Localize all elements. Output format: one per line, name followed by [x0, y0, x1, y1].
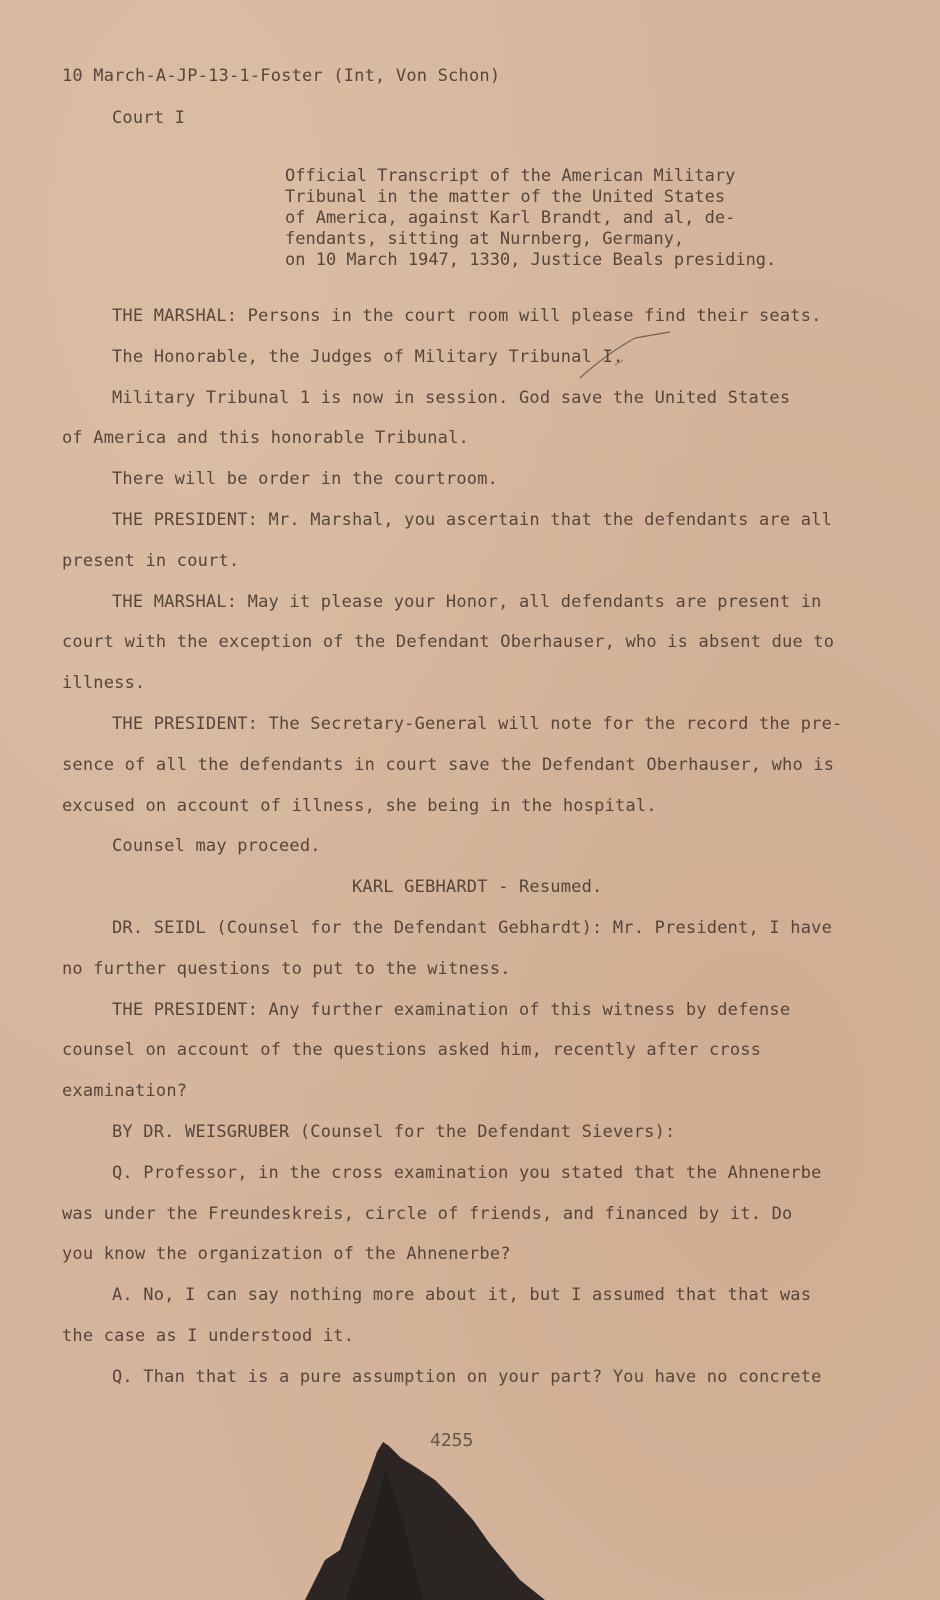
transcript-line: THE MARSHAL: May it please your Honor, all defendants are present in	[112, 592, 822, 612]
transcript-line: the case as I understood it.	[62, 1326, 355, 1346]
transcript-line: THE PRESIDENT: The Secretary-General will note for the record the pre-	[112, 714, 843, 734]
transcript-line: no further questions to put to the witness.	[62, 959, 511, 979]
page-number: 4255	[430, 1430, 474, 1451]
transcript-line: court with the exception of the Defendant Oberhauser, who is absent due to	[62, 632, 835, 652]
transcript-line: counsel on account of the questions asked him, recently after cross	[62, 1040, 762, 1060]
pencil-annotation-mark	[575, 330, 675, 390]
transcript-line: examination?	[62, 1081, 188, 1101]
transcript-line: was under the Freundeskreis, circle of friends, and financed by it. Do	[62, 1204, 793, 1224]
transcript-line: of America and this honorable Tribunal.	[62, 428, 469, 448]
transcript-line: The Honorable, the Judges of Military Tribunal I.	[112, 347, 624, 367]
transcript-line: BY DR. WEISGRUBER (Counsel for the Defendant Sievers):	[112, 1122, 676, 1142]
transcript-line: A. No, I can say nothing more about it, but I assumed that that was	[112, 1285, 812, 1305]
transcript-line: THE MARSHAL: Persons in the court room will please find their seats.	[112, 306, 822, 326]
court-label: Court I	[112, 108, 186, 128]
transcript-line: you know the organization of the Ahnenerbe?	[62, 1244, 511, 1264]
transcript-caption	[285, 166, 776, 271]
transcript-line: Counsel may proceed.	[112, 836, 321, 856]
transcript-line: Q. Than that is a pure assumption on your part? You have no concrete	[112, 1367, 822, 1387]
caption-line: Tribunal in the matter of the United States	[285, 187, 726, 207]
transcript-line: KARL GEBHARDT - Resumed.	[352, 877, 603, 897]
document-id-line: 10 March-A-JP-13-1-Foster (Int, Von Schon)	[62, 66, 501, 86]
caption-line: of America, against Karl Brandt, and al, de-	[285, 208, 736, 228]
caption-line: fendants, sitting at Nurnberg, Germany,	[285, 229, 685, 249]
transcript-line: There will be order in the courtroom.	[112, 469, 499, 489]
torn-edge-shadow	[305, 1440, 545, 1600]
transcript-line: Q. Professor, in the cross examination you stated that the Ahnenerbe	[112, 1163, 822, 1183]
transcript-line: Military Tribunal 1 is now in session. God save the United States	[112, 388, 791, 408]
caption-line: Official Transcript of the American Military	[285, 166, 736, 186]
transcript-line: DR. SEIDL (Counsel for the Defendant Gebhardt): Mr. President, I have	[112, 918, 833, 938]
transcript-line: THE PRESIDENT: Mr. Marshal, you ascertain that the defendants are all	[112, 510, 833, 530]
transcript-line: THE PRESIDENT: Any further examination of this witness by defense	[112, 1000, 791, 1020]
transcript-line: present in court.	[62, 551, 240, 571]
transcript-line: excused on account of illness, she being in the hospital.	[62, 796, 657, 816]
transcript-line: sence of all the defendants in court save the Defendant Oberhauser, who is	[62, 755, 835, 775]
transcript-line: illness.	[62, 673, 146, 693]
caption-line: on 10 March 1947, 1330, Justice Beals presiding.	[285, 250, 777, 270]
